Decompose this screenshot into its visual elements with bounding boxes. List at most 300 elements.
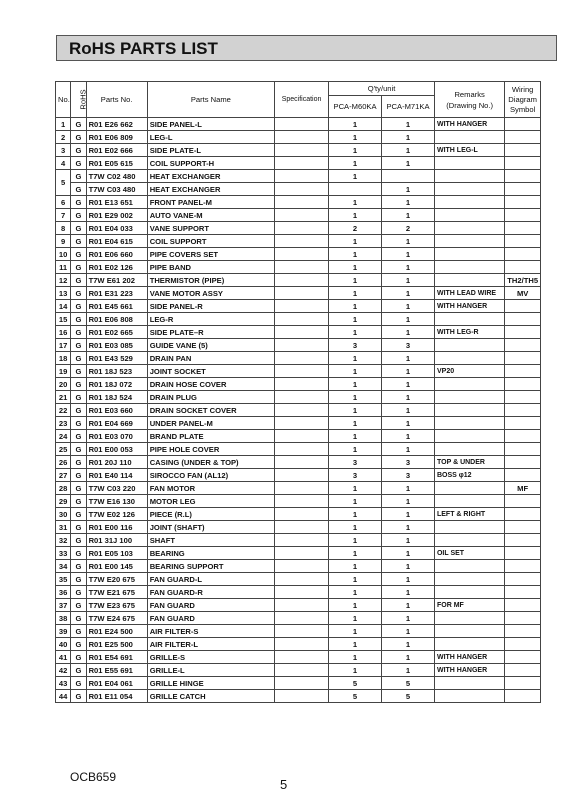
cell-parts-name: HEAT EXCHANGER — [147, 170, 274, 183]
cell-wiring-symbol — [505, 222, 541, 235]
table-row — [56, 378, 541, 391]
cell-parts-name: JOINT (SHAFT) — [147, 521, 274, 534]
cell-parts-name: DRAIN HOSE COVER — [147, 378, 274, 391]
cell-parts-name: SIDE PLATE–R — [147, 326, 274, 339]
cell-specification — [275, 417, 329, 430]
cell-wiring-symbol: MF — [505, 482, 541, 495]
table-row — [56, 690, 541, 703]
cell-rohs: G — [71, 144, 86, 157]
cell-qty-model-1: 1 — [329, 287, 382, 300]
cell-remarks — [434, 261, 504, 274]
header-remarks-line1: Remarks — [454, 89, 485, 99]
cell-parts-name: SHAFT — [147, 534, 274, 547]
cell-wiring-symbol — [505, 209, 541, 222]
cell-no: 1 — [56, 118, 71, 131]
cell-rohs: G — [71, 248, 86, 261]
cell-no: 17 — [56, 339, 71, 352]
cell-wiring-symbol — [505, 131, 541, 144]
cell-remarks: WITH HANGER — [434, 651, 504, 664]
cell-specification — [275, 430, 329, 443]
cell-parts-name: AIR FILTER-L — [147, 638, 274, 651]
cell-no: 10 — [56, 248, 71, 261]
cell-qty-model-1: 3 — [329, 339, 382, 352]
header-remarks-line2: (Drawing No.) — [446, 100, 494, 110]
cell-wiring-symbol — [505, 521, 541, 534]
cell-parts-name: SIROCCO FAN (AL12) — [147, 469, 274, 482]
cell-specification — [275, 196, 329, 209]
cell-specification — [275, 365, 329, 378]
cell-no: 35 — [56, 573, 71, 586]
table-row — [56, 456, 541, 469]
cell-parts-no: R01 E03 085 — [86, 339, 147, 352]
cell-specification — [275, 482, 329, 495]
table-row — [56, 521, 541, 534]
cell-rohs: G — [71, 222, 86, 235]
cell-remarks — [434, 209, 504, 222]
header-wiring — [505, 82, 541, 118]
cell-parts-no: R01 E29 002 — [86, 209, 147, 222]
cell-qty-model-1: 1 — [329, 521, 382, 534]
cell-qty-model-2: 1 — [382, 144, 435, 157]
cell-qty-model-1: 1 — [329, 625, 382, 638]
cell-no: 13 — [56, 287, 71, 300]
table-row — [56, 508, 541, 521]
cell-specification — [275, 274, 329, 287]
cell-wiring-symbol — [505, 313, 541, 326]
cell-qty-model-2: 1 — [382, 248, 435, 261]
cell-specification — [275, 248, 329, 261]
cell-qty-model-2: 3 — [382, 456, 435, 469]
cell-qty-model-1: 1 — [329, 495, 382, 508]
cell-parts-no: R01 E13 651 — [86, 196, 147, 209]
cell-specification — [275, 183, 329, 196]
cell-no: 11 — [56, 261, 71, 274]
cell-wiring-symbol — [505, 352, 541, 365]
cell-no: 40 — [56, 638, 71, 651]
cell-parts-no: T7W C02 480 — [86, 170, 147, 183]
cell-specification — [275, 235, 329, 248]
cell-parts-name: GRILLE-L — [147, 664, 274, 677]
table-row — [56, 612, 541, 625]
cell-qty-model-1: 1 — [329, 443, 382, 456]
cell-parts-no: R01 18J 524 — [86, 391, 147, 404]
cell-rohs: G — [71, 365, 86, 378]
cell-specification — [275, 222, 329, 235]
cell-remarks — [434, 521, 504, 534]
cell-parts-no: T7W E21 675 — [86, 586, 147, 599]
cell-wiring-symbol — [505, 118, 541, 131]
cell-parts-no: R01 E04 615 — [86, 235, 147, 248]
cell-parts-no: T7W E20 675 — [86, 573, 147, 586]
cell-remarks: FOR MF — [434, 599, 504, 612]
cell-remarks: WITH LEAD WIRE — [434, 287, 504, 300]
cell-parts-no: R01 18J 072 — [86, 378, 147, 391]
table-row — [56, 365, 541, 378]
cell-parts-no: R01 E45 661 — [86, 300, 147, 313]
cell-qty-model-2: 1 — [382, 443, 435, 456]
cell-qty-model-1: 1 — [329, 248, 382, 261]
cell-wiring-symbol — [505, 534, 541, 547]
cell-specification — [275, 677, 329, 690]
cell-parts-name: FAN GUARD — [147, 599, 274, 612]
cell-remarks — [434, 196, 504, 209]
cell-qty-model-1: 1 — [329, 170, 382, 183]
cell-qty-model-1: 1 — [329, 261, 382, 274]
cell-remarks — [434, 573, 504, 586]
cell-specification — [275, 352, 329, 365]
cell-no: 42 — [56, 664, 71, 677]
cell-rohs: G — [71, 495, 86, 508]
cell-wiring-symbol — [505, 573, 541, 586]
cell-specification — [275, 547, 329, 560]
cell-rohs: G — [71, 469, 86, 482]
cell-qty-model-2: 1 — [382, 365, 435, 378]
cell-parts-name: SIDE PANEL-R — [147, 300, 274, 313]
cell-remarks — [434, 248, 504, 261]
cell-qty-model-2: 2 — [382, 222, 435, 235]
cell-parts-no: R01 E06 660 — [86, 248, 147, 261]
cell-specification — [275, 287, 329, 300]
cell-remarks — [434, 495, 504, 508]
cell-qty-model-2: 1 — [382, 352, 435, 365]
cell-wiring-symbol — [505, 339, 541, 352]
cell-wiring-symbol — [505, 677, 541, 690]
cell-qty-model-1: 1 — [329, 365, 382, 378]
header-rohs: RoHS — [71, 82, 86, 118]
cell-qty-model-1: 1 — [329, 586, 382, 599]
cell-parts-name: LEG-R — [147, 313, 274, 326]
cell-wiring-symbol — [505, 235, 541, 248]
cell-qty-model-1: 1 — [329, 326, 382, 339]
cell-remarks — [434, 352, 504, 365]
cell-qty-model-1: 1 — [329, 235, 382, 248]
cell-qty-model-1: 1 — [329, 118, 382, 131]
cell-qty-model-2: 1 — [382, 664, 435, 677]
cell-wiring-symbol — [505, 456, 541, 469]
cell-parts-no: R01 E11 054 — [86, 690, 147, 703]
cell-remarks — [434, 560, 504, 573]
cell-parts-no: T7W E23 675 — [86, 599, 147, 612]
cell-remarks — [434, 534, 504, 547]
table-row — [56, 482, 541, 495]
cell-parts-name: FAN GUARD-L — [147, 573, 274, 586]
cell-no: 37 — [56, 599, 71, 612]
table-row — [56, 391, 541, 404]
cell-parts-name: JOINT SOCKET — [147, 365, 274, 378]
cell-remarks — [434, 586, 504, 599]
cell-qty-model-2: 1 — [382, 274, 435, 287]
cell-rohs: G — [71, 547, 86, 560]
cell-parts-name: BEARING — [147, 547, 274, 560]
cell-qty-model-2: 1 — [382, 430, 435, 443]
cell-specification — [275, 599, 329, 612]
header-specification: Specification — [275, 82, 329, 118]
cell-qty-model-2: 1 — [382, 508, 435, 521]
cell-rohs: G — [71, 651, 86, 664]
cell-rohs: G — [71, 235, 86, 248]
cell-no: 29 — [56, 495, 71, 508]
header-parts-no: Parts No. — [86, 82, 147, 118]
cell-rohs: G — [71, 573, 86, 586]
parts-table — [55, 81, 541, 703]
cell-qty-model-2: 1 — [382, 183, 435, 196]
table-row — [56, 443, 541, 456]
cell-specification — [275, 534, 329, 547]
cell-parts-name: PIPE BAND — [147, 261, 274, 274]
cell-no: 4 — [56, 157, 71, 170]
cell-parts-name: SIDE PLATE-L — [147, 144, 274, 157]
table-row — [56, 170, 541, 183]
cell-qty-model-1: 1 — [329, 560, 382, 573]
cell-wiring-symbol — [505, 378, 541, 391]
table-row — [56, 625, 541, 638]
table-row — [56, 404, 541, 417]
cell-qty-model-1: 1 — [329, 313, 382, 326]
cell-remarks: BOSS φ12 — [434, 469, 504, 482]
cell-parts-no: R01 E55 691 — [86, 664, 147, 677]
cell-qty-model-1: 1 — [329, 391, 382, 404]
cell-qty-model-1: 1 — [329, 547, 382, 560]
cell-parts-no: T7W C03 220 — [86, 482, 147, 495]
cell-remarks — [434, 391, 504, 404]
cell-specification — [275, 157, 329, 170]
cell-rohs: G — [71, 677, 86, 690]
cell-parts-name: FAN GUARD — [147, 612, 274, 625]
cell-qty-model-1: 1 — [329, 300, 382, 313]
cell-qty-model-2: 1 — [382, 599, 435, 612]
cell-wiring-symbol — [505, 586, 541, 599]
cell-qty-model-1: 1 — [329, 599, 382, 612]
cell-rohs: G — [71, 391, 86, 404]
cell-parts-no: R01 E02 126 — [86, 261, 147, 274]
cell-parts-no: R01 E24 500 — [86, 625, 147, 638]
cell-parts-name: CASING (UNDER & TOP) — [147, 456, 274, 469]
cell-specification — [275, 612, 329, 625]
cell-no: 43 — [56, 677, 71, 690]
cell-no: 18 — [56, 352, 71, 365]
cell-wiring-symbol — [505, 391, 541, 404]
cell-rohs: G — [71, 482, 86, 495]
cell-specification — [275, 690, 329, 703]
cell-specification — [275, 638, 329, 651]
cell-qty-model-1: 1 — [329, 664, 382, 677]
cell-rohs: G — [71, 378, 86, 391]
cell-no: 21 — [56, 391, 71, 404]
cell-qty-model-1: 1 — [329, 612, 382, 625]
cell-wiring-symbol — [505, 300, 541, 313]
header-no: No. — [56, 82, 71, 118]
cell-parts-name: GRILLE CATCH — [147, 690, 274, 703]
cell-rohs: G — [71, 287, 86, 300]
table-row — [56, 417, 541, 430]
cell-specification — [275, 521, 329, 534]
cell-qty-model-2: 1 — [382, 573, 435, 586]
cell-remarks: WITH HANGER — [434, 300, 504, 313]
cell-parts-name: HEAT EXCHANGER — [147, 183, 274, 196]
cell-qty-model-2: 1 — [382, 482, 435, 495]
cell-rohs: G — [71, 664, 86, 677]
cell-no: 24 — [56, 430, 71, 443]
cell-rohs: G — [71, 326, 86, 339]
cell-remarks — [434, 222, 504, 235]
cell-no: 34 — [56, 560, 71, 573]
cell-rohs: G — [71, 586, 86, 599]
title-bar — [56, 35, 557, 61]
table-row — [56, 287, 541, 300]
cell-qty-model-2: 1 — [382, 300, 435, 313]
cell-wiring-symbol — [505, 183, 541, 196]
cell-parts-name: FRONT PANEL-M — [147, 196, 274, 209]
cell-no: 12 — [56, 274, 71, 287]
table-row — [56, 313, 541, 326]
cell-rohs: G — [71, 261, 86, 274]
cell-rohs: G — [71, 300, 86, 313]
cell-remarks — [434, 170, 504, 183]
cell-qty-model-1: 1 — [329, 573, 382, 586]
cell-specification — [275, 391, 329, 404]
header-model-2: PCA-M71KA — [382, 96, 435, 118]
cell-specification — [275, 378, 329, 391]
cell-remarks — [434, 625, 504, 638]
cell-remarks: WITH LEG-L — [434, 144, 504, 157]
cell-rohs: G — [71, 534, 86, 547]
table-row — [56, 430, 541, 443]
cell-qty-model-2 — [382, 170, 435, 183]
cell-rohs: G — [71, 417, 86, 430]
cell-parts-name: GRILLE HINGE — [147, 677, 274, 690]
table-row — [56, 196, 541, 209]
cell-specification — [275, 456, 329, 469]
table-row — [56, 248, 541, 261]
cell-parts-name: DRAIN SOCKET COVER — [147, 404, 274, 417]
cell-no: 31 — [56, 521, 71, 534]
cell-wiring-symbol — [505, 404, 541, 417]
cell-specification — [275, 209, 329, 222]
cell-no: 7 — [56, 209, 71, 222]
cell-qty-model-1: 1 — [329, 651, 382, 664]
cell-no: 27 — [56, 469, 71, 482]
table-row — [56, 157, 541, 170]
cell-remarks — [434, 274, 504, 287]
cell-qty-model-2: 1 — [382, 417, 435, 430]
cell-wiring-symbol — [505, 157, 541, 170]
cell-parts-no: R01 E06 809 — [86, 131, 147, 144]
header-wiring-line2: Diagram — [508, 94, 537, 104]
table-row — [56, 573, 541, 586]
cell-qty-model-2: 1 — [382, 651, 435, 664]
cell-remarks — [434, 157, 504, 170]
cell-remarks: WITH HANGER — [434, 664, 504, 677]
cell-no: 16 — [56, 326, 71, 339]
cell-qty-model-2: 1 — [382, 625, 435, 638]
cell-rohs: G — [71, 430, 86, 443]
cell-no: 36 — [56, 586, 71, 599]
cell-remarks: OIL SET — [434, 547, 504, 560]
cell-rohs: G — [71, 443, 86, 456]
cell-remarks — [434, 378, 504, 391]
cell-specification — [275, 586, 329, 599]
cell-qty-model-2: 1 — [382, 612, 435, 625]
cell-no: 33 — [56, 547, 71, 560]
cell-wiring-symbol — [505, 248, 541, 261]
table-row — [56, 677, 541, 690]
cell-parts-name: AUTO VANE-M — [147, 209, 274, 222]
cell-qty-model-2: 1 — [382, 391, 435, 404]
cell-specification — [275, 144, 329, 157]
cell-wiring-symbol: MV — [505, 287, 541, 300]
table-row — [56, 300, 541, 313]
cell-qty-model-2: 1 — [382, 495, 435, 508]
cell-parts-no: T7W E24 675 — [86, 612, 147, 625]
cell-qty-model-2: 1 — [382, 261, 435, 274]
cell-specification — [275, 508, 329, 521]
cell-qty-model-1: 1 — [329, 534, 382, 547]
cell-remarks — [434, 313, 504, 326]
cell-rohs: G — [71, 508, 86, 521]
cell-parts-name: GRILLE-S — [147, 651, 274, 664]
cell-rohs: G — [71, 690, 86, 703]
cell-parts-no: R01 E05 615 — [86, 157, 147, 170]
cell-rohs: G — [71, 183, 86, 196]
cell-no: 22 — [56, 404, 71, 417]
cell-parts-no: R01 E04 033 — [86, 222, 147, 235]
table-row — [56, 144, 541, 157]
cell-wiring-symbol — [505, 196, 541, 209]
cell-qty-model-1: 2 — [329, 222, 382, 235]
cell-rohs: G — [71, 352, 86, 365]
cell-specification — [275, 118, 329, 131]
cell-qty-model-2: 5 — [382, 677, 435, 690]
cell-parts-name: LEG-L — [147, 131, 274, 144]
cell-remarks: WITH HANGER — [434, 118, 504, 131]
cell-remarks — [434, 339, 504, 352]
cell-qty-model-2: 1 — [382, 287, 435, 300]
cell-wiring-symbol — [505, 443, 541, 456]
cell-specification — [275, 131, 329, 144]
cell-parts-no: T7W E61 202 — [86, 274, 147, 287]
cell-parts-name: COIL SUPPORT — [147, 235, 274, 248]
cell-wiring-symbol — [505, 560, 541, 573]
cell-qty-model-2: 1 — [382, 404, 435, 417]
cell-parts-no: R01 31J 100 — [86, 534, 147, 547]
cell-remarks — [434, 430, 504, 443]
cell-parts-no: R01 E26 662 — [86, 118, 147, 131]
cell-parts-no: R01 E03 660 — [86, 404, 147, 417]
cell-wiring-symbol — [505, 651, 541, 664]
cell-wiring-symbol — [505, 638, 541, 651]
cell-wiring-symbol: TH2/TH5 — [505, 274, 541, 287]
cell-qty-model-2: 1 — [382, 534, 435, 547]
cell-qty-model-2: 1 — [382, 521, 435, 534]
table-row — [56, 599, 541, 612]
cell-parts-no: T7W C03 480 — [86, 183, 147, 196]
cell-wiring-symbol — [505, 170, 541, 183]
cell-qty-model-1: 1 — [329, 482, 382, 495]
cell-qty-model-2: 1 — [382, 560, 435, 573]
cell-qty-model-2: 1 — [382, 157, 435, 170]
cell-no: 20 — [56, 378, 71, 391]
cell-parts-no: R01 E00 116 — [86, 521, 147, 534]
cell-wiring-symbol — [505, 612, 541, 625]
cell-specification — [275, 625, 329, 638]
table-row — [56, 664, 541, 677]
cell-no: 26 — [56, 456, 71, 469]
header-qty: Q'ty/unit — [329, 82, 435, 96]
cell-parts-no: R01 E04 669 — [86, 417, 147, 430]
cell-no: 14 — [56, 300, 71, 313]
cell-wiring-symbol — [505, 326, 541, 339]
cell-parts-name: COIL SUPPORT-H — [147, 157, 274, 170]
